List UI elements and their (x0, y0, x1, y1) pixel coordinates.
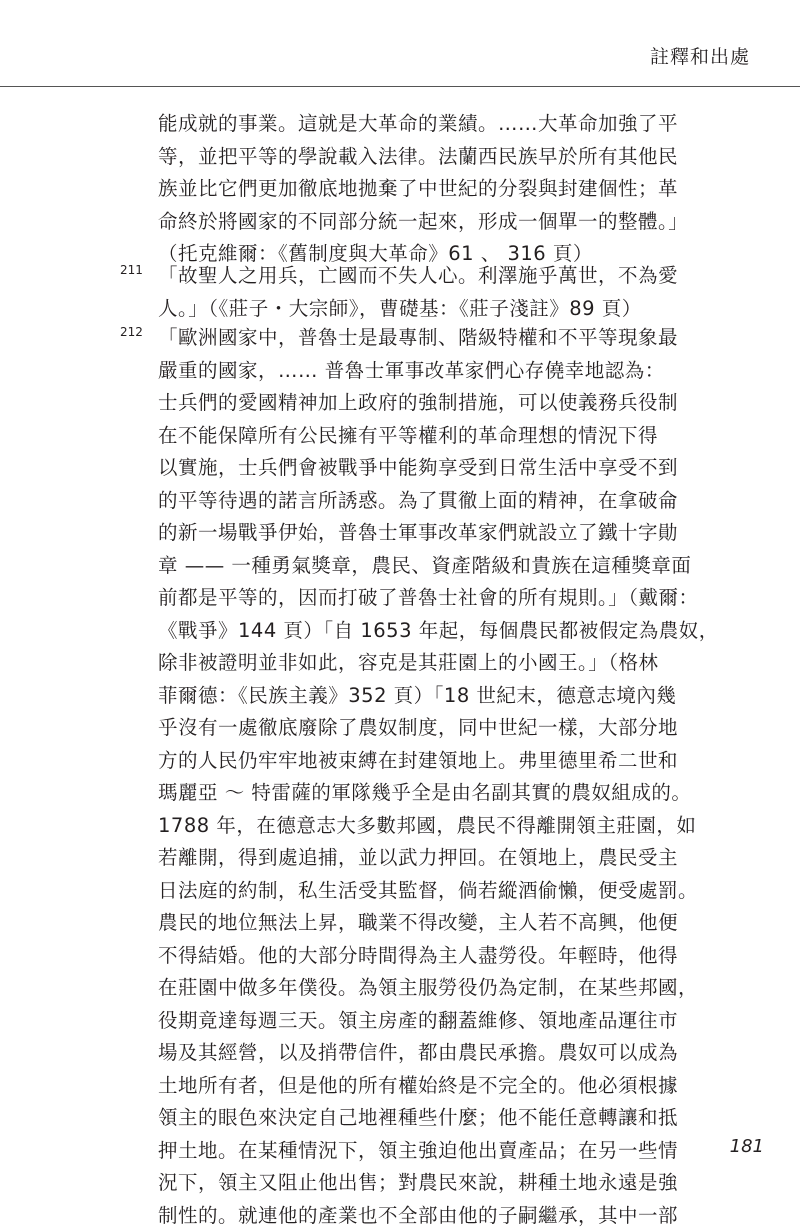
note-number: 211 (120, 260, 143, 280)
text-line: 《戰爭》144 頁）「自 1653 年起，每個農民都被假定為農奴， (158, 615, 710, 648)
text-line: 章 —— 一種勇氣獎章，農民、資產階級和貴族在這種獎章面 (158, 550, 710, 583)
text-line: 押土地。在某種情況下，領主強迫他出賣產品；在另一些情 (158, 1135, 710, 1168)
text-line: 乎沒有一處徹底廢除了農奴制度，同中世紀一樣，大部分地 (158, 712, 710, 745)
text-line: 領主的眼色來決定自己地裡種些什麼；他不能任意轉讓和抵 (158, 1102, 710, 1135)
note-number: 212 (120, 322, 143, 342)
text-line: 若離開，得到處追捕，並以武力押回。在領地上，農民受主 (158, 842, 710, 875)
text-line: 族並比它們更加徹底地拋棄了中世紀的分裂與封建個性；革 (158, 173, 710, 206)
text-line: 嚴重的國家，…… 普魯士軍事改革家們心存僥幸地認為： (158, 355, 710, 388)
continued-note (158, 108, 710, 271)
text-line: 在不能保障所有公民擁有平等權利的革命理想的情況下得 (158, 420, 710, 453)
header-rule (0, 86, 800, 87)
text-line: 前都是平等的，因而打破了普魯士社會的所有規則。」（戴爾： (158, 582, 710, 615)
text-line: （托克維爾：《舊制度與大革命》61 、 316 頁） (158, 238, 710, 271)
text-line: 士兵們的愛國精神加上政府的強制措施，可以使義務兵役制 (158, 387, 710, 420)
note-211 (158, 260, 710, 325)
text-line: 以實施，士兵們會被戰爭中能夠享受到日常生活中享受不到 (158, 452, 710, 485)
text-line: 的新一場戰爭伊始，普魯士軍事改革家們就設立了鐵十字勛 (158, 517, 710, 550)
text-line: 菲爾德：《民族主義》352 頁）「18 世紀末，德意志境內幾 (158, 680, 710, 713)
running-head: 註釋和出處 (650, 42, 750, 69)
text-line: 在莊園中做多年僕役。為領主服勞役仍為定制，在某些邦國， (158, 972, 710, 1005)
text-line: 日法庭的約制，私生活受其監督，倘若縱酒偷懶，便受處罰。 (158, 875, 710, 908)
text-line: 除非被證明並非如此，容克是其莊園上的小國王。」（格林 (158, 647, 710, 680)
text-line: 人。」（《莊子・大宗師》，曹礎基：《莊子淺註》89 頁） (158, 293, 710, 326)
note-212 (158, 322, 710, 1232)
text-line: 役期竟達每週三天。領主房產的翻蓋維修、領地產品運往市 (158, 1005, 710, 1038)
text-line: 能成就的事業。這就是大革命的業績。……大革命加強了平 (158, 108, 710, 141)
text-line: 「故聖人之用兵，亡國而不失人心。利澤施乎萬世，不為愛 (158, 260, 710, 293)
text-line: 命終於將國家的不同部分統一起來，形成一個單一的整體。」 (158, 206, 710, 239)
text-line: 況下，領主又阻止他出售；對農民來說，耕種土地永遠是強 (158, 1167, 710, 1200)
text-line: 農民的地位無法上昇，職業不得改變，主人若不高興，他便 (158, 907, 710, 940)
text-line: 方的人民仍牢牢地被束縛在封建領地上。弗里德里希二世和 (158, 745, 710, 778)
text-line: 的平等待遇的諾言所誘惑。為了貫徹上面的精神，在拿破侖 (158, 485, 710, 518)
text-line: 場及其經營，以及捎帶信件，都由農民承擔。農奴可以成為 (158, 1037, 710, 1070)
text-line: 1788 年，在德意志大多數邦國，農民不得離開領主莊園，如 (158, 810, 710, 843)
text-line: 「歐洲國家中，普魯士是最專制、階級特權和不平等現象最 (158, 322, 710, 355)
text-line: 不得結婚。他的大部分時間得為主人盡勞役。年輕時，他得 (158, 940, 710, 973)
text-line: 土地所有者，但是他的所有權始終是不完全的。他必須根據 (158, 1070, 710, 1103)
text-line: 等，並把平等的學說載入法律。法蘭西民族早於所有其他民 (158, 141, 710, 174)
page-number: 181 (730, 1136, 764, 1157)
text-line: 制性的。就連他的產業也不全部由他的子嗣繼承，其中一部 (158, 1200, 710, 1232)
text-line: 瑪麗亞 ～ 特雷薩的軍隊幾乎全是由名副其實的農奴組成的。 (158, 777, 710, 810)
